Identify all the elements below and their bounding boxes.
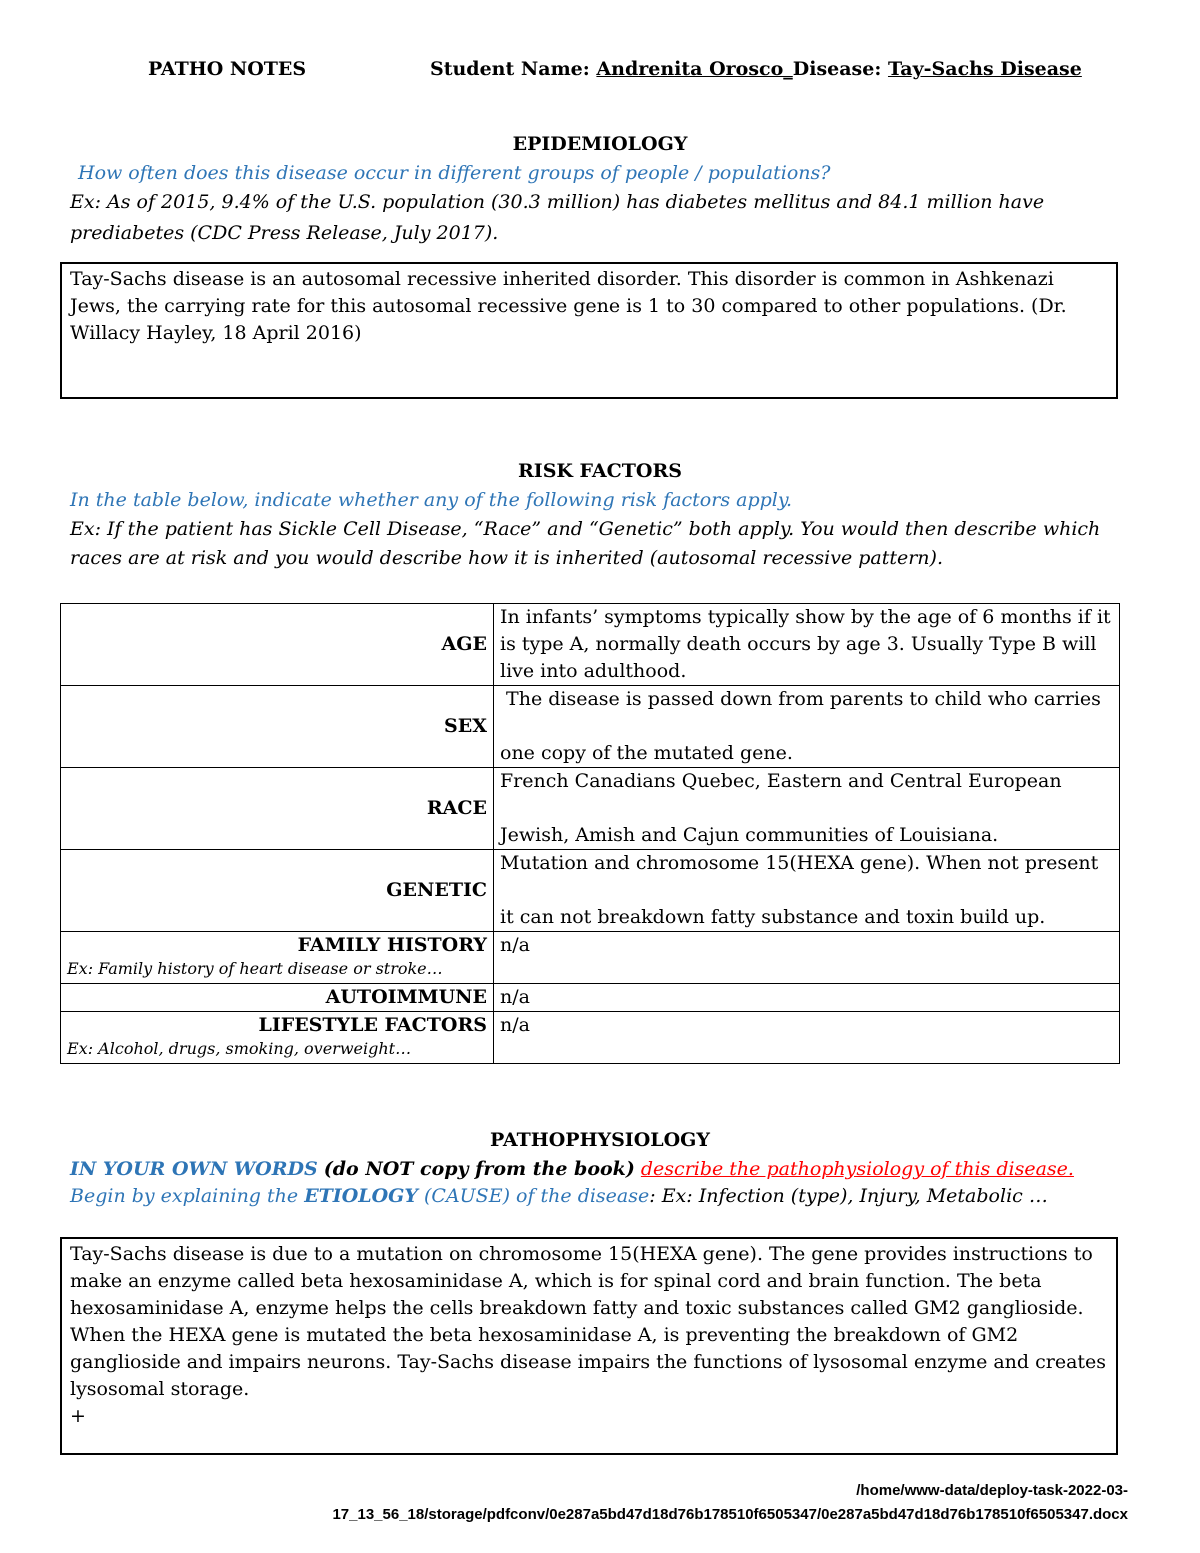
risk-row-sex: [61, 686, 1120, 768]
risk-factors-example-line1: Ex: If the patient has Sickle Cell Disease, “Race” and “Genetic” both apply. You would then describe which: [70, 518, 1101, 540]
disease-label: Disease:: [792, 58, 882, 80]
epidemiology-example-line2: prediabetes (CDC Press Release, July 2017).: [70, 222, 499, 244]
pathophysiology-answer-extra: +: [70, 1405, 86, 1427]
etiology-part1: Begin by explaining the: [70, 1185, 299, 1207]
risk-label-sex: SEX: [61, 686, 494, 768]
epidemiology-heading: EPIDEMIOLOGY: [512, 133, 688, 155]
risk-value-race-line2: Jewish, Amish and Cajun communities of Louisiana.: [500, 824, 999, 846]
risk-row-genetic: [61, 850, 1120, 932]
etiology-part3: (CAUSE) of the disease: [424, 1185, 650, 1207]
risk-factors-example-line2: races are at risk and you would describe how it is inherited (autosomal recessive pattern).: [70, 547, 943, 569]
etiology-part2: ETIOLOGY: [304, 1185, 418, 1207]
risk-label-genetic: GENETIC: [61, 850, 494, 932]
risk-row-autoimmune: [61, 984, 1120, 1012]
risk-label-lifestyle-cell: [61, 1012, 494, 1064]
risk-value-autoimmune[interactable]: [494, 984, 1120, 1012]
risk-label-race: RACE: [61, 768, 494, 850]
risk-label-autoimmune: AUTOIMMUNE: [61, 984, 494, 1012]
pathophysiology-answer: Tay-Sachs disease is due to a mutation on chromosome 15(HEXA gene). The gene provides instructions to make an enzyme called beta hexosaminidase A, which is for spinal cord and brain function. The beta hexosaminidase A, enzyme helps the cells breakdown fatty and toxic substances called GM2 ganglioside. When the HEXA gene is mutated the beta hexosaminidase A, is preventing the breakdown of GM2 ganglioside and impairs neurons. Tay-Sachs disease impairs the functions of lysosomal enzyme and creates lysosomal storage.: [70, 1243, 1107, 1400]
student-disease-line: [430, 58, 1082, 80]
disease-name: Tay-Sachs Disease: [887, 58, 1082, 80]
pathophysiology-instr-part2: (do NOT copy from the book): [323, 1158, 635, 1180]
risk-value-race-line1: French Canadians Quebec, Eastern and Central European: [500, 770, 1062, 792]
risk-factors-instruction: In the table below, indicate whether any of the following risk factors apply.: [70, 489, 793, 511]
risk-value-lifestyle-text: n/a: [500, 1014, 530, 1036]
risk-value-genetic-line1: Mutation and chromosome 15(HEXA gene). When not present: [500, 852, 1099, 874]
risk-value-lifestyle[interactable]: [494, 1012, 1120, 1064]
risk-value-sex-line2: one copy of the mutated gene.: [500, 742, 793, 764]
risk-value-sex-line1: The disease is passed down from parents to child who carries: [500, 688, 1101, 710]
risk-value-genetic-line2: it can not breakdown fatty substance and toxin build up.: [500, 906, 1046, 928]
risk-value-race[interactable]: [494, 768, 1120, 850]
risk-label-age: AGE: [61, 604, 494, 686]
epidemiology-answer: Tay-Sachs disease is an autosomal recessive inherited disorder. This disorder is common in Ashkenazi Jews, the carrying rate for this autosomal recessive gene is 1 to 30 compared to other populations. (Dr. Willacy Hayley, 18 April 2016): [70, 268, 1067, 344]
footer-path-line1: /home/www-data/deploy-task-2022-03-: [856, 1482, 1128, 1499]
footer-path-line2: 17_13_56_18/storage/pdfconv/0e287a5bd47d18d76b178510f6505347/0e287a5bd47d18d76b178510f6505347.docx: [332, 1506, 1128, 1523]
pathophysiology-instr-part3: describe the pathophysiology of this disease.: [640, 1158, 1074, 1180]
risk-row-race: [61, 768, 1120, 850]
pathophysiology-heading: PATHOPHYSIOLOGY: [490, 1129, 710, 1151]
risk-value-autoimmune-text: n/a: [500, 986, 530, 1008]
risk-value-family-history[interactable]: [494, 932, 1120, 984]
epidemiology-question: How often does this disease occur in different groups of people / populations?: [78, 162, 831, 184]
risk-value-age-text: In infants’ symptoms typically show by the age of 6 months if it is type A, normally death occurs by age 3. Usually Type B will live into adulthood.: [500, 606, 1111, 682]
epidemiology-answer-box[interactable]: [60, 262, 1118, 399]
risk-example-lifestyle: Ex: Alcohol, drugs, smoking, overweight…: [67, 1039, 412, 1058]
risk-factors-heading: RISK FACTORS: [518, 460, 682, 482]
risk-value-sex[interactable]: [494, 686, 1120, 768]
pathophysiology-answer-box[interactable]: [60, 1237, 1118, 1455]
student-name: Andrenita Orosco_: [596, 58, 793, 80]
student-name-label: Student Name:: [430, 58, 590, 80]
risk-row-age: [61, 604, 1120, 686]
risk-row-family-history: [61, 932, 1120, 984]
risk-label-lifestyle: LIFESTYLE FACTORS: [258, 1014, 487, 1036]
risk-value-family-history-text: n/a: [500, 934, 530, 956]
document-title: PATHO NOTES: [148, 58, 307, 80]
risk-label-family-history: FAMILY HISTORY: [297, 934, 487, 956]
epidemiology-example-line1: Ex: As of 2015, 9.4% of the U.S. population (30.3 million) has diabetes mellitus and 84.1 million have: [70, 191, 1045, 213]
risk-factors-table: [60, 603, 1120, 1064]
risk-label-family-history-cell: [61, 932, 494, 984]
pathophysiology-etiology-line: [70, 1185, 1048, 1207]
document-header: [0, 58, 1200, 88]
pathophysiology-instr-part1: IN YOUR OWN WORDS: [70, 1158, 318, 1180]
risk-value-genetic[interactable]: [494, 850, 1120, 932]
etiology-part4: : Ex: Infection (type), Injury, Metabolic …: [649, 1185, 1048, 1207]
pathophysiology-instruction: [70, 1158, 1074, 1180]
risk-value-age[interactable]: [494, 604, 1120, 686]
risk-example-family-history: Ex: Family history of heart disease or stroke…: [67, 959, 443, 978]
risk-row-lifestyle: [61, 1012, 1120, 1064]
